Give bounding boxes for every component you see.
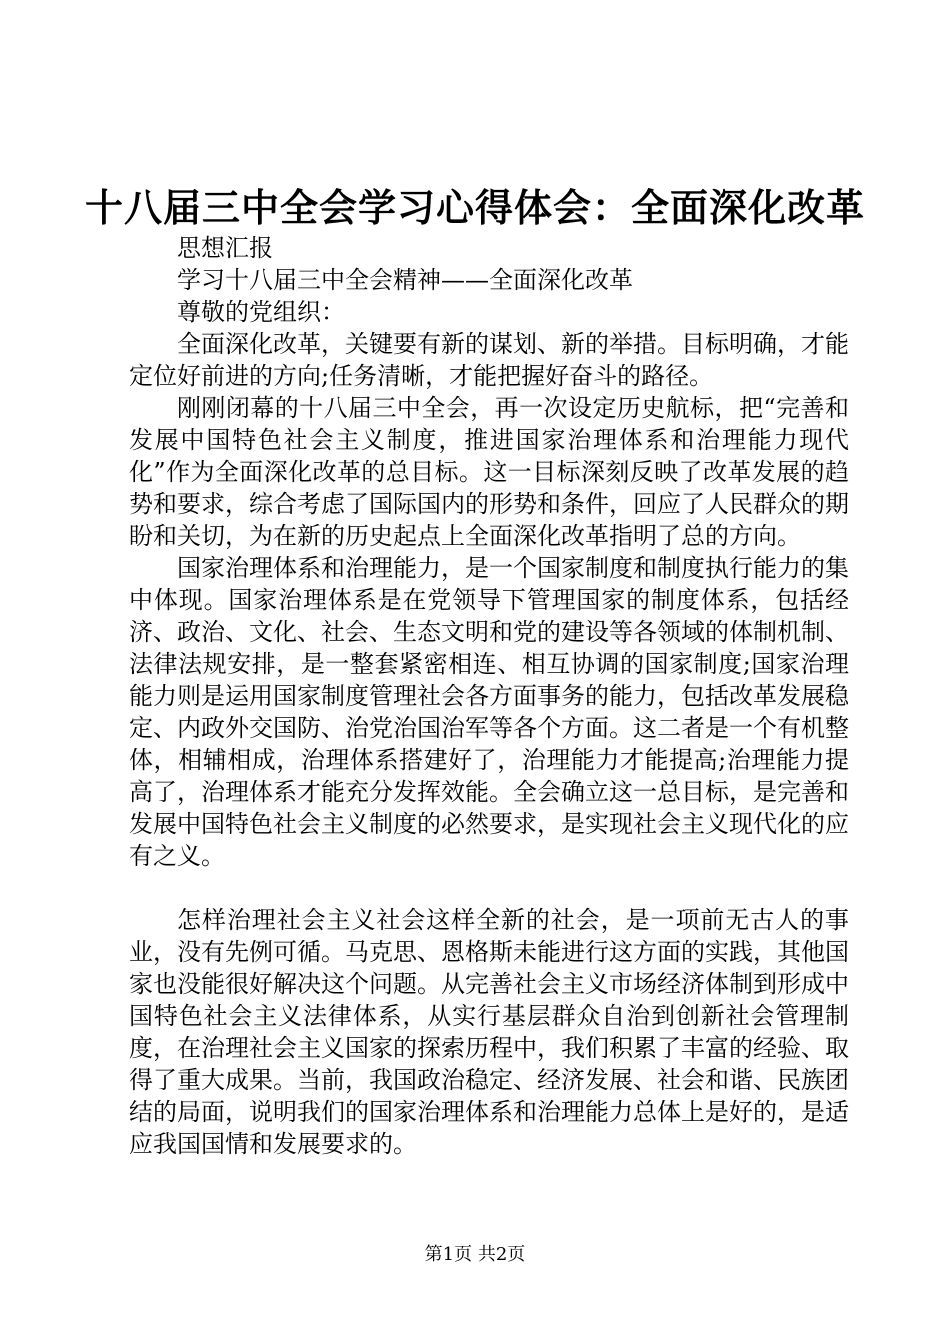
page-footer: 第1页 共2页 [424, 1244, 526, 1265]
paragraph-salutation: 尊敬的党组织： [177, 298, 345, 326]
paragraph-3: 国家治理体系和治理能力，是一个国家制度和制度执行能力的集中体现。国家治理体系是在党领导下管理国家的制度体系，包括经济、政治、文化、社会、生态文明和党的建设等各领域的体制机制、法律法规安排，是一整套紧密相连、相互协调的国家制度;国家治理能力则是运用国家制度管理社会各方面事务的能力，包括改革发展稳定、内政外交国防、治党治国治军等各个方面。这二者是一个有机整体，相辅相成，治理体系搭建好了，治理能力才能提高;治理能力提高了，治理体系才能充分发挥效能。全会确立这一总目标，是完善和发展中国特色社会主义制度的必然要求，是实现社会主义现代化的应有之义。 [129, 554, 849, 870]
paragraph-report-label: 思想汇报 [177, 234, 273, 262]
paragraph-2: 刚刚闭幕的十八届三中全会，再一次设定历史航标，把“完善和发展中国特色社会主义制度，推进国家治理体系和治理能力现代化”作为全面深化改革的总目标。这一目标深刻反映了改革发展的趋势和要求，综合考虑了国际国内的形势和条件，回应了人民群众的期盼和关切，为在新的历史起点上全面深化改革指明了总的方向。 [129, 394, 849, 550]
document-body [129, 232, 849, 1160]
document-title: 十八届三中全会学习心得体会：全面深化改革 [84, 186, 865, 230]
paragraph-4: 怎样治理社会主义社会这样全新的社会，是一项前无古人的事业，没有先例可循。马克思、恩格斯未能进行这方面的实践，其他国家也没能很好解决这个问题。从完善社会主义市场经济体制到形成中国特色社会主义法律体系，从实行基层群众自治到创新社会管理制度，在治理社会主义国家的探索历程中，我们积累了丰富的经验、取得了重大成果。当前，我国政治稳定、经济发展、社会和谐、民族团结的局面，说明我们的国家治理体系和治理能力总体上是好的，是适应我国国情和发展要求的。 [129, 906, 849, 1158]
paragraph-subtitle: 学习十八届三中全会精神——全面深化改革 [177, 266, 633, 294]
paragraph-1: 全面深化改革，关键要有新的谋划、新的举措。目标明确，才能定位好前进的方向;任务清晰，才能把握好奋斗的路径。 [129, 330, 849, 390]
